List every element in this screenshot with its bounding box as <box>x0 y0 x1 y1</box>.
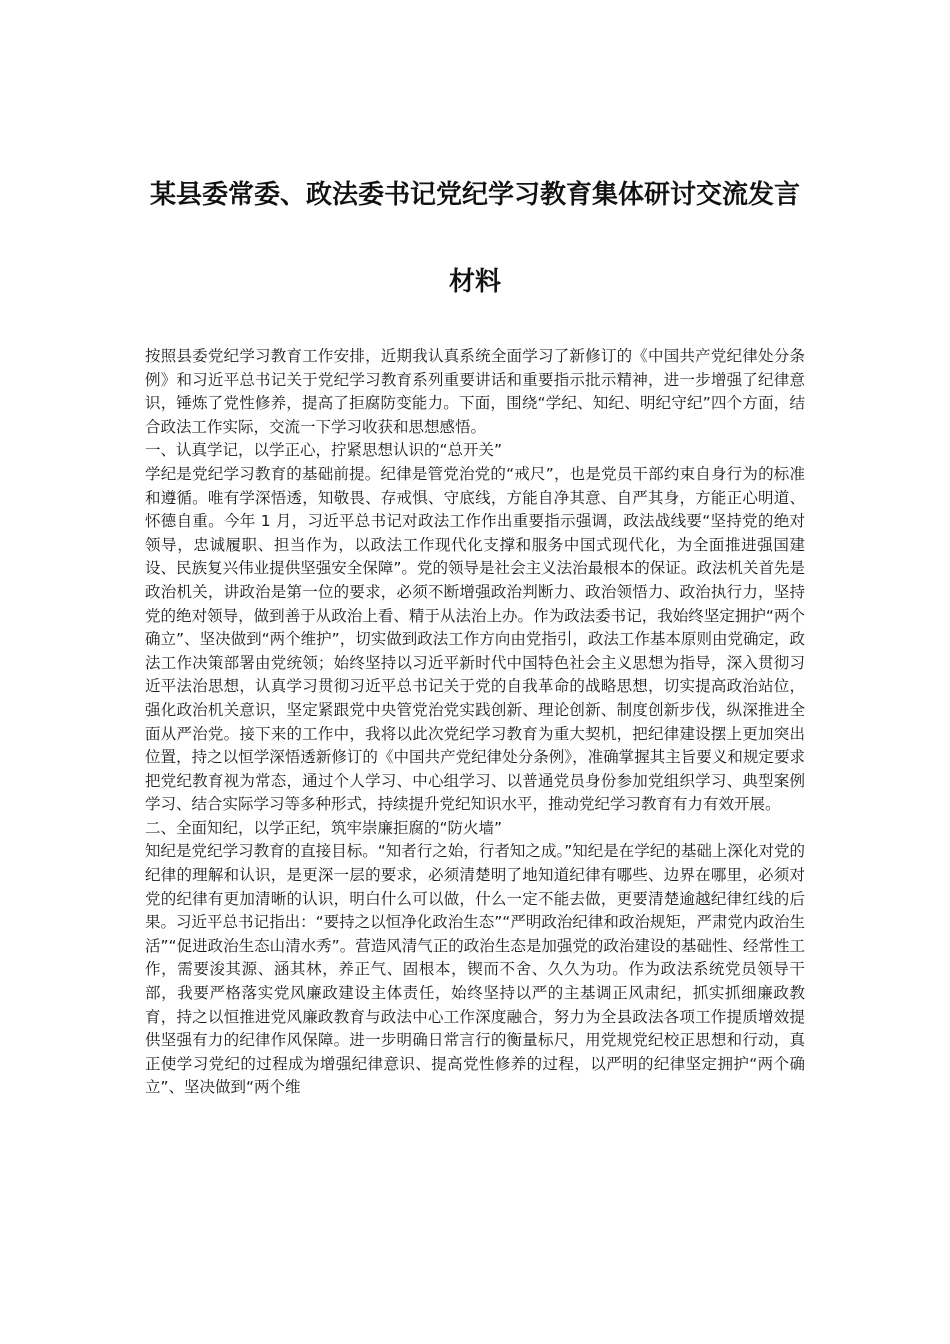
intro-paragraph: 按照县委党纪学习教育工作安排，近期我认真系统全面学习了新修订的《中国共产党纪律处分条例》和习近平总书记关于党纪学习教育系列重要讲话和重要指示批示精神，进一步增强了纪律意识，锤炼了党性修养，提高了拒腐防变能力。下面，围绕“学纪、知纪、明纪守纪”四个方面，结合政法工作实际，交流一下学习收获和思想感悟。 <box>145 347 805 436</box>
document-title-line-1: 某县委常委、政法委书记党纪学习教育集体研讨交流发言 <box>149 180 800 210</box>
document-body <box>145 345 805 1100</box>
document-title-line-2: 材料 <box>448 267 501 297</box>
section-heading-1: 一、认真学记，以学正心，拧紧思想认识的“总开关” <box>145 441 503 460</box>
section-heading-2: 二、全面知纪，以学正纪，筑牢崇廉拒腐的“防火墙” <box>145 818 503 837</box>
section-1-paragraph: 学纪是党纪学习教育的基础前提。纪律是管党治党的“戒尺”，也是党员干部约束自身行为的标准和遵循。唯有学深悟透，知敬畏、存戒惧、守底线，方能自净其意、自严其身，方能正心明道、怀德自重。今年 1 月，习近平总书记对政法工作作出重要指示强调，政法战线要“坚持党的绝对领导，忠诚履职、担当作为，以政法工作现代化支撑和服务中国式现代化，为全面推进强国建设、民族复兴伟业提供坚强安全保障”。党的领导是社会主义法治最根本的保证。政法机关首先是政治机关，讲政治是第一位的要求，必须不断增强政治判断力、政治领悟力、政治执行力，坚持党的绝对领导，做到善于从政治上看、精于从法治上办。作为政法委书记，我始终坚定拥护“两个确立”、坚决做到“两个维护”，切实做到政法工作方向由党指引，政法工作基本原则由党确定，政法工作决策部署由党统领；始终坚持以习近平新时代中国特色社会主义思想为指导，深入贯彻习近平法治思想，认真学习贯彻习近平总书记关于党的自我革命的战略思想，切实提高政治站位，强化政治机关意识，坚定紧跟党中央管党治党实践创新、理论创新、制度创新步伐，纵深推进全面从严治党。接下来的工作中，我将以此次党纪学习教育为重大契机，把纪律建设摆上更加突出位置，持之以恒学深悟透新修订的《中国共产党纪律处分条例》，准确掌握其主旨要义和规定要求把党纪教育视为常态，通过个人学习、中心组学习、以普通党员身份参加党组织学习、典型案例学习、结合实际学习等多种形式，持续提升党纪知识水平，推动党纪学习教育有力有效开展。 <box>145 464 805 814</box>
section-2-paragraph: 知纪是党纪学习教育的直接目标。“知者行之始，行者知之成。”知纪是在学纪的基础上深化对党的纪律的理解和认识，是更深一层的要求，必须清楚明了地知道纪律有哪些、边界在哪里，必须对党的纪律有更加清晰的认识，明白什么可以做，什么一定不能去做，更要清楚逾越纪律红线的后果。习近平总书记指出：“要持之以恒净化政治生态”“严明政治纪律和政治规矩，严肃党内政治生活”“促进政治生态山清水秀”。营造风清气正的政治生态是加强党的政治建设的基础性、经常性工作，需要浚其源、涵其林，养正气、固根本，锲而不舍、久久为功。作为政法系统党员领导干部，我要严格落实党风廉政建设主体责任，始终坚持以严的主基调正风肃纪，抓实抓细廉政教育，持之以恒推进党风廉政教育与政法中心工作深度融合，努力为全县政法各项工作提质增效提供坚强有力的纪律作风保障。进一步明确日常言行的衡量标尺，用党规党纪校正思想和行动，真正使学习党纪的过程成为增强纪律意识、提高党性修养的过程，以严明的纪律坚定拥护“两个确立”、坚决做到“两个维 <box>145 842 805 1097</box>
